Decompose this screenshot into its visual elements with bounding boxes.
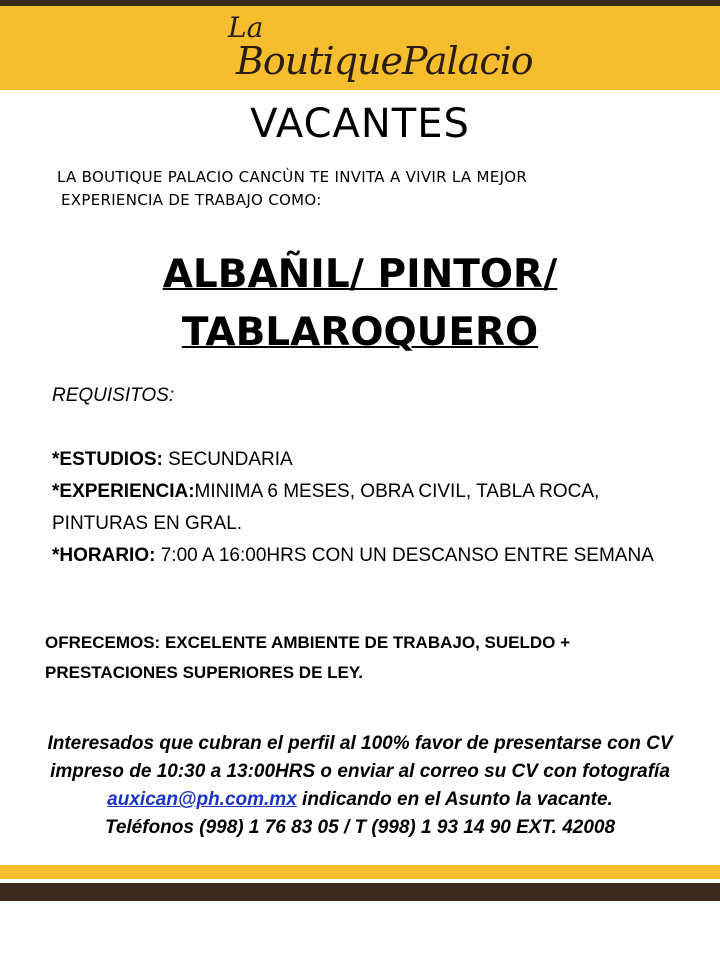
requirement-value: SECUNDARIA	[162, 449, 293, 470]
requirement-label: *ESTUDIOS:	[52, 449, 163, 470]
logo-name: BoutiquePalacio	[236, 39, 533, 83]
intro-text	[57, 166, 677, 212]
contact-line-3-rest: indicando en el Asunto la vacante.	[296, 789, 613, 810]
contact-line-1: Interesados que cubran el perfil al 100% favor de presentarse con CV	[47, 733, 673, 754]
email-link[interactable]: auxican@ph.com.mx	[107, 789, 297, 810]
requirement-value: 7:00 A 16:00HRS CON UN DESCANSO ENTRE SEMANA	[155, 545, 654, 566]
page-title: VACANTES	[250, 101, 470, 147]
requirements-section	[52, 380, 692, 572]
offer-line-1: OFRECEMOS: EXCELENTE AMBIENTE DE TRABAJO, SUELDO +	[45, 633, 570, 652]
offer-line-2: PRESTACIONES SUPERIORES DE LEY.	[45, 663, 364, 682]
offer-text	[45, 628, 685, 688]
contact-section	[0, 730, 720, 842]
contact-line-2: impreso de 10:30 a 13:00HRS o enviar al correo su CV con fotografía	[50, 761, 670, 782]
intro-line-2: EXPERIENCIA DE TRABAJO COMO:	[61, 191, 322, 209]
logo-la: La	[228, 11, 264, 44]
requirement-value: MINIMA 6 MESES, OBRA CIVIL, TABLA ROCA, PINTURAS EN GRAL.	[52, 481, 600, 534]
position-line-1: ALBAÑIL/ PINTOR/	[162, 252, 558, 297]
bottom-dark-band	[0, 883, 720, 901]
job-position	[0, 246, 720, 362]
requirement-studies	[52, 444, 692, 476]
position-line-2: TABLAROQUERO	[181, 310, 539, 355]
requirement-experience	[52, 476, 692, 540]
requirements-heading: REQUISITOS:	[52, 385, 175, 406]
requirement-schedule	[52, 540, 692, 572]
requirement-label: *HORARIO:	[52, 545, 156, 566]
bottom-gold-band	[0, 865, 720, 879]
intro-line-1: LA BOUTIQUE PALACIO CANCÙN TE INVITA A VIVIR LA MEJOR	[57, 168, 528, 186]
requirement-label: *EXPERIENCIA:	[52, 481, 195, 502]
contact-phones: Teléfonos (998) 1 76 83 05 / T (998) 1 93 14 90 EXT. 42008	[104, 817, 616, 838]
contact-line-3	[0, 786, 720, 814]
